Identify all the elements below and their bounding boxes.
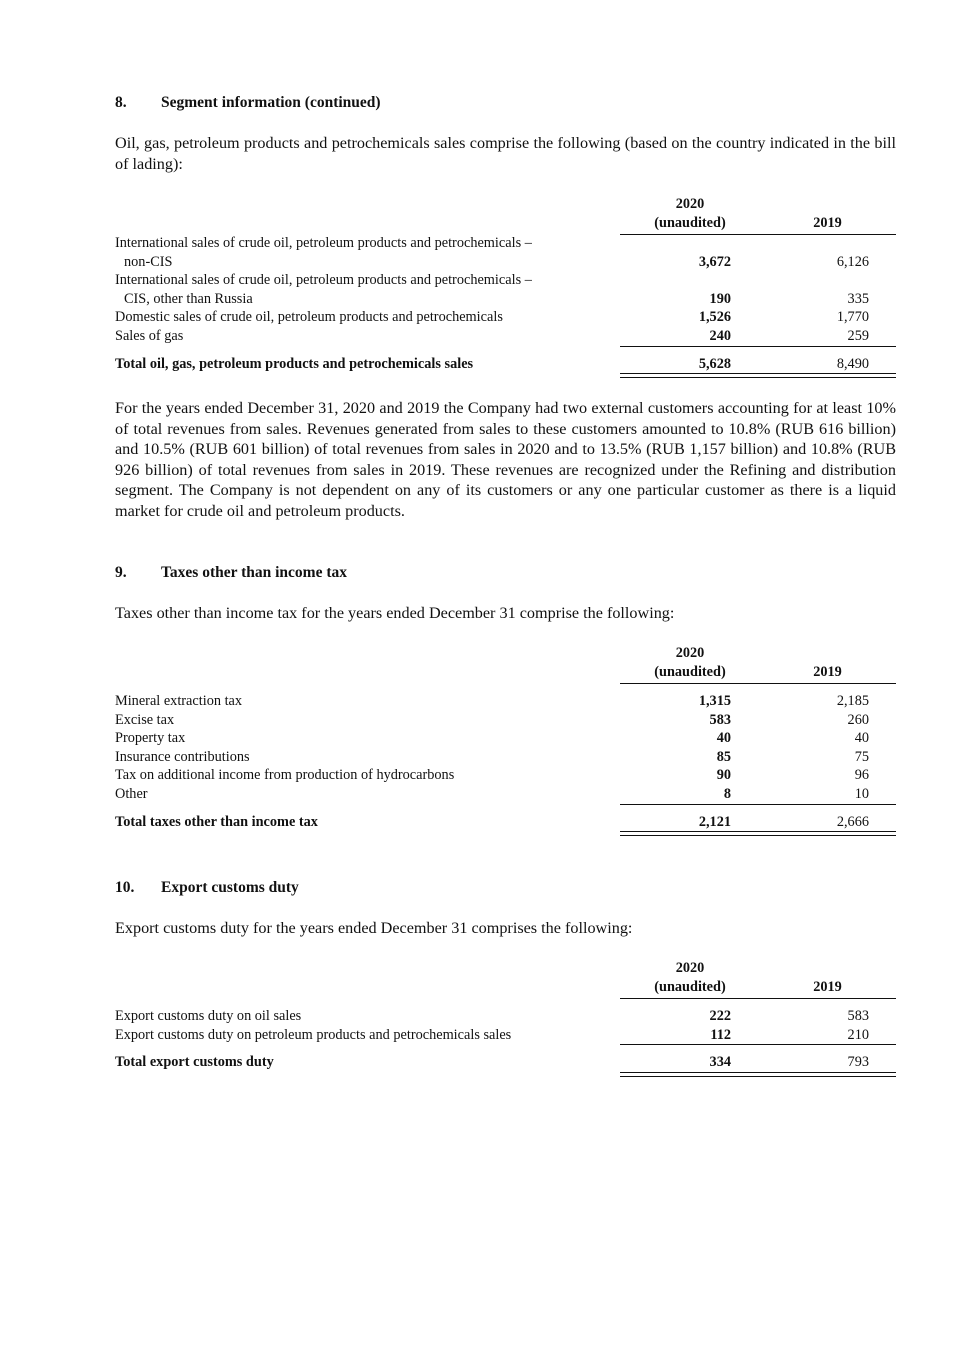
value-2020: 90 (716, 767, 731, 784)
total-row (115, 1053, 896, 1072)
total-2019: 793 (847, 1054, 869, 1071)
value-2019: 583 (847, 1008, 869, 1024)
subtotal-rule (620, 804, 896, 805)
table-row (115, 290, 896, 309)
column-header-2020: 2020 (unaudited) (654, 645, 726, 680)
value-2020: 222 (709, 1008, 731, 1024)
total-2020: 5,628 (698, 355, 731, 372)
subtotal-rule (620, 1044, 896, 1045)
section-title: Taxes other than income tax (161, 564, 347, 581)
column-header-2020: 2020 (unaudited) (654, 960, 726, 995)
section-9-intro: Taxes other than income tax for the years ended December 31 comprise the following: (115, 604, 675, 622)
column-header-2020: 2020 (unaudited) (654, 196, 726, 231)
total-row (115, 355, 896, 374)
value-2019: 335 (847, 290, 869, 307)
value-2020: 85 (716, 748, 731, 765)
value-2019: 260 (847, 711, 869, 728)
row-label: Export customs duty on oil sales (115, 1008, 302, 1024)
section-title: Segment information (continued) (161, 94, 381, 111)
value-2019: 6,126 (836, 253, 869, 270)
row-label: Other (115, 785, 148, 802)
value-2019: 40 (854, 730, 869, 747)
table-header (115, 195, 896, 233)
column-header-2019: 2019 (813, 215, 842, 231)
export-duty-table (115, 959, 896, 1077)
total-label: Total oil, gas, petroleum products and petrochemicals sales (115, 355, 474, 372)
section-10-intro: Export customs duty for the years ended December 31 comprises the following: (115, 919, 633, 937)
section-10-heading (115, 879, 299, 897)
taxes-table (115, 644, 896, 836)
header-rule (620, 683, 896, 684)
row-label: International sales of crude oil, petroleum products and petrochemicals – (115, 235, 532, 251)
value-2020: 8 (723, 785, 731, 802)
section-number: 8. (115, 94, 127, 111)
total-2020: 334 (709, 1054, 731, 1071)
table-row (115, 327, 896, 346)
row-label: CIS, other than Russia (124, 290, 253, 307)
value-2020: 1,526 (698, 309, 731, 326)
table-header (115, 959, 896, 997)
total-2019: 8,490 (836, 355, 869, 372)
section-number: 10. (115, 879, 135, 896)
column-header-2019: 2019 (813, 664, 842, 680)
row-label: Domestic sales of crude oil, petroleum products and petrochemicals (115, 309, 503, 326)
table-row (115, 271, 896, 290)
value-2020: 112 (710, 1026, 731, 1043)
row-label: Export customs duty on petroleum products and petrochemicals sales (115, 1026, 512, 1043)
table-row (115, 253, 896, 272)
row-label: Tax on additional income from production of hydrocarbons (115, 767, 455, 784)
value-2020: 583 (709, 711, 731, 728)
row-label: Mineral extraction tax (115, 693, 243, 709)
table-header (115, 644, 896, 682)
value-2019: 1,770 (836, 309, 869, 326)
total-double-rule (620, 1072, 896, 1077)
value-2019: 259 (847, 327, 869, 344)
table-row (115, 1026, 896, 1045)
value-2020: 3,672 (698, 253, 731, 270)
row-label: Excise tax (115, 711, 175, 728)
table-row (115, 785, 896, 804)
section-number: 9. (115, 564, 127, 581)
table-row (115, 692, 896, 711)
customers-note: For the years ended December 31, 2020 and 2019 the Company had two external customers accounting for at least 10% of total revenues from sales. Revenues generated from sales to these customers amounted to 10.8% (RUB 616 billion) and 10.5% (RUB 601 billion) of total revenues from sales in 2020 and to 13.5% (RUB 1,157 billion) and 10.8% (RUB 926 billion) of total revenues from sales in 2019. These revenues are recognized under the Refining and distribution segment. The Company is not dependent on any of its customers or any one particular customer as there is a liquid market for crude oil and petroleum products. (115, 399, 896, 520)
table-row (115, 729, 896, 748)
value-2020: 240 (709, 327, 731, 344)
section-title: Export customs duty (161, 879, 299, 896)
value-2019: 210 (847, 1026, 869, 1043)
total-2020: 2,121 (698, 813, 731, 830)
row-label: International sales of crude oil, petroleum products and petrochemicals – (115, 272, 532, 289)
header-rule (620, 998, 896, 999)
total-row (115, 813, 896, 832)
value-2020: 40 (716, 730, 731, 747)
section-8-heading (115, 94, 381, 112)
row-label: non-CIS (124, 253, 173, 270)
column-header-2019: 2019 (813, 979, 842, 995)
sales-table (115, 195, 896, 378)
table-row (115, 766, 896, 785)
subtotal-rule (620, 346, 896, 347)
value-2019: 10 (854, 785, 869, 802)
total-double-rule (620, 373, 896, 378)
row-label: Insurance contributions (115, 748, 250, 765)
value-2020: 190 (709, 290, 731, 307)
row-label: Property tax (115, 730, 186, 747)
value-2020: 1,315 (698, 693, 731, 709)
row-label: Sales of gas (115, 327, 184, 344)
table-row (115, 748, 896, 767)
table-row (115, 234, 896, 253)
value-2019: 96 (854, 767, 869, 784)
table-row (115, 711, 896, 730)
total-2019: 2,666 (836, 813, 869, 830)
section-8-intro: Oil, gas, petroleum products and petrochemicals sales comprise the following (based on the country indicated in the bill of lading): (115, 134, 896, 173)
total-label: Total taxes other than income tax (115, 813, 318, 830)
table-row (115, 308, 896, 327)
table-row (115, 1007, 896, 1026)
section-9-heading (115, 564, 347, 582)
value-2019: 2,185 (836, 693, 869, 709)
value-2019: 75 (854, 748, 869, 765)
total-double-rule (620, 831, 896, 836)
total-label: Total export customs duty (115, 1054, 274, 1071)
